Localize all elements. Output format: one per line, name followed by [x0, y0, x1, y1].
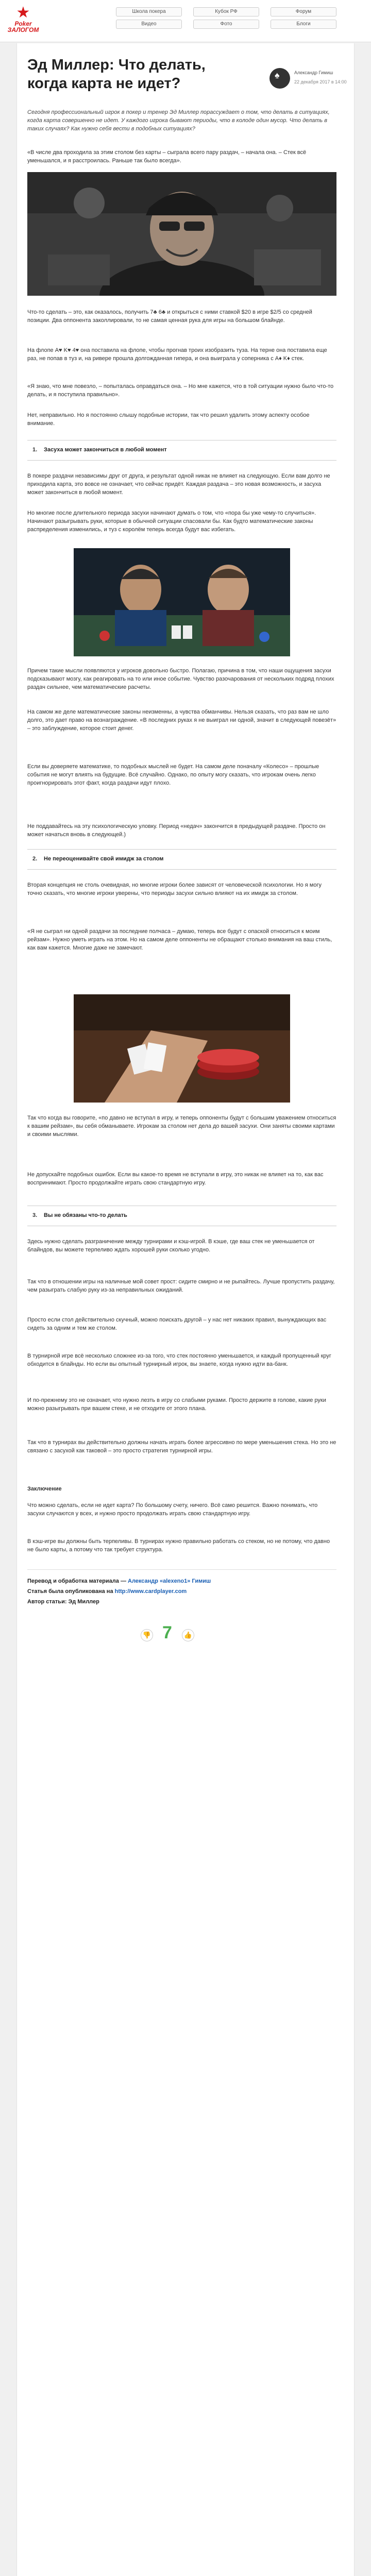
star-logo-icon: ★: [16, 4, 30, 21]
paragraph: И по-прежнему это не означает, что нужно лезть в игру со слабыми руками. Просто держите в голове, какие руки можно разыгрывать при вашем стеке, и не отходите от этого плана.: [27, 1397, 326, 1412]
article-title: Эд Миллер: Что делать, когда карта не идет?: [27, 57, 206, 92]
divider: [27, 1569, 336, 1570]
section-title: Засуха может закончиться в любой момент: [44, 447, 167, 453]
thumbs-up-icon[interactable]: 👍: [182, 1629, 194, 1641]
translator-link[interactable]: Александр «alexeno1» Гимиш: [128, 1578, 211, 1584]
conclusion-heading: Заключение: [27, 1486, 62, 1492]
paragraph: Если вы доверяете математике, то подобных мыслей не будет. На самом деле поначалу «Колесо» – прошлые события не могут влиять на будущие. Всё случайно. Однако, по опыту могу сказать, что игрокам очень легко проигнорировать этот факт, когда раздачи идут плохо.: [27, 764, 319, 786]
author-block[interactable]: [269, 68, 347, 91]
paragraph: «Я знаю, что мне повезло, – попыталась оправдаться она. – Но мне кажется, что в той ситуации нужно было что-то делать, и я поступила правильно».: [27, 383, 334, 398]
avatar[interactable]: [269, 68, 290, 89]
section-number: 1.: [32, 447, 38, 453]
rating-score: 7: [162, 1623, 172, 1642]
site-header: [0, 0, 371, 42]
paragraph: Что можно сделать, если не идет карта? По большому счету, ничего. Всё само решится. Важно понимать, что засухи случаются у всех, и нужно просто продолжать играть свою стандартную игру.: [27, 1502, 318, 1517]
section-number: 3.: [32, 1212, 38, 1218]
section-title: Не переоценивайте свой имидж за столом: [44, 856, 164, 862]
credit-label: Перевод и обработка материала —: [27, 1578, 126, 1584]
paragraph: Здесь нужно сделать разграничение между турнирами и кэш-игрой. В кэше, где ваш стек не уменьшается от блайндов, вы можете терпеливо ждать хорошей руки сколько угодно.: [27, 1239, 315, 1253]
paragraph: «В числе два проходила за этим столом без карты – сыграла всего пару раздач, – начала она. – Стек всё уменьшался, и я расстроилась. Раньше так было всегда».: [27, 149, 307, 164]
credit-author: Автор статьи: Эд Миллер: [27, 1599, 99, 1605]
section-number: 2.: [32, 856, 38, 862]
section-heading-2: [27, 849, 336, 870]
nav-forum[interactable]: Форум: [271, 7, 336, 16]
section-title: Вы не обязаны что-то делать: [44, 1212, 127, 1218]
source-label: Статья была опубликована на: [27, 1588, 113, 1595]
paragraph: Нет, неправильно. Но я постоянно слышу подобные истории, так что решил удалить этому аспекту особое внимание.: [27, 412, 310, 427]
source-link[interactable]: http://www.cardplayer.com: [114, 1588, 187, 1595]
paragraph: Так что в отношении игры на наличные мой совет прост: сидите смирно и не рыпайтесь. Лучше пропустить раздачу, чем разыграть слабую руку из-за неправильных ожиданий.: [27, 1279, 335, 1293]
paragraph: «Я не сыграл ни одной раздачи за последние полчаса – думаю, теперь все будут с опаской относиться к моим рейзам». Нужно уметь играть на этом. Но на самом деле оппоненты не обращают столько внимания на ваш стиль, как вам кажется. Многие даже не замечают.: [27, 928, 332, 951]
credit-source: [27, 1587, 187, 1596]
author-name[interactable]: Александр Гимиш: [294, 70, 333, 75]
photo-two-players: [74, 548, 290, 656]
nav-photo[interactable]: Фото: [193, 20, 259, 29]
section-heading-3: [27, 1206, 336, 1226]
paragraph: Но многие после длительного периода засухи начинают думать о том, что «пора бы уже чему-то случиться». Начинают разыгрывать руки, которые в обычной ситуации спасовали бы. Как будто математические законы распределения изменились, и туз с королём теперь всегда будут вас избегать.: [27, 510, 316, 533]
main-nav: [116, 7, 363, 32]
rating-widget: [141, 1620, 223, 1651]
paragraph: В турнирной игре всё несколько сложнее из-за того, что стек постоянно уменьшается, и каждый пропущенный круг обходится в блайнды. Но если вы опытный турнирный игрок, вы знаете, когда нужно идти ва-банк.: [27, 1353, 331, 1367]
site-logo[interactable]: [7, 5, 39, 36]
article-date: 22 декабря 2017 в 14:00: [294, 79, 347, 84]
paragraph: Не поддавайтесь на эту психологическую уловку. Период «недач» закончится в предыдущей раздаче. Просто он может начаться вновь в следующей.): [27, 823, 326, 838]
paragraph: На самом же деле математические законы неизменны, а чувства обманчивы. Нельзя сказать, что раз вам не шло долго, это дает право на вознаграждение. «В последних руках я не выиграл ни одной, значит в следующей повезёт» – это заблуждение, которое стоит денег.: [27, 709, 336, 732]
paragraph: Вторая концепция не столь очевидная, но многие игроки более зависят от человеческой психологии. Но я могу точно сказать, что многие игроки уверены, что периоды засухи сильно влияют на их имидж за столом.: [27, 882, 322, 896]
paragraph: На флопе A♥ K♥ 4♥ она поставила на флопе, чтобы прогнав троих изобразить туза. На терне она поставила еще раз, не попав в туз и, на ривере прошла долгожданная гипера, и она выиграла у соперника с A♦ K♦ стек.: [27, 347, 327, 362]
paragraph: Так что в турнирах вы действительно должны начать играть более агрессивно по мере уменьшения стека. Но это не связано с засухой как таковой – это просто стратегия турнирной игры.: [27, 1439, 336, 1454]
thumbs-down-icon[interactable]: 👎: [141, 1629, 153, 1641]
paragraph: Что-то сделать – это, как оказалось, получить 7♣ 6♣ и открыться с ними ставкой $20 в игре $2/5 со средней позиции. Два оппонента заколлировали, то не самая ценная рука для игры на большом блайнде.: [27, 309, 312, 324]
nav-video[interactable]: Видео: [116, 20, 182, 29]
nav-school[interactable]: Школа покера: [116, 7, 182, 16]
article-page: [16, 43, 355, 2576]
paragraph: В покере раздачи независимы друг от друга, и результат одной никак не влияет на следующую. Если вам долго не приходила карта, это вовсе не означает, что сейчас придёт. Каждая раздача – это новая возможность, и засуха может закончиться в любой момент.: [27, 473, 330, 496]
paragraph: Просто если стол действительно скучный, можно поискать другой – у нас нет никаких правил, вынуждающих вас сидеть за одним и тем же столом.: [27, 1317, 327, 1331]
credit-translation: [27, 1577, 211, 1586]
paragraph: Так что когда вы говорите, «по давно не вступал в игру, и теперь оппоненты будут с большим уважением относиться к вашим рейзам», вы себя обманываете. Игрокам за столом нет дела до вашей засухи. Они заняты своими картами и своими мыслями.: [27, 1115, 336, 1138]
article-lead: Сегодня профессиональный игрок в покер и тренер Эд Миллер порассуждает о том, что делать в ситуациях, когда карта совершенно не идет. У каждого игрока бывают периоды, что в колоде один мусор. Что делать в таких случаях? Как нужно себя вести в подобных ситуациях?: [27, 109, 330, 132]
paragraph: Не допускайте подобных ошибок. Если вы какое-то время не вступали в игру, это никак не влияет на то, как вас воспринимают. Просто продолжайте играть свою стандартную игру.: [27, 1172, 324, 1186]
avatar-icon: ♠: [275, 70, 280, 80]
photo-hand-chips: [74, 994, 290, 1103]
paragraph: В кэш-игре вы должны быть терпеливы. В турнирах нужно правильно работать со стеком, но не потому, что давно не было карты, а потому что так требует структура.: [27, 1538, 330, 1553]
paragraph: Причем такие мысли появляются у игроков довольно быстро. Полагаю, причина в том, что наши ощущения засухи подсказывают мозгу, как реагировать на то или иное событие. Чувство разочарования от нескольких подряд плохих раздач сильнее, чем математические расчеты.: [27, 668, 334, 690]
section-heading-1: [27, 440, 336, 461]
photo-player-cap: [27, 172, 336, 296]
nav-blogs[interactable]: Блоги: [271, 20, 336, 29]
nav-cup[interactable]: Кубок РФ: [193, 7, 259, 16]
logo-text: Poker ЗАЛОГОМ: [7, 20, 39, 33]
